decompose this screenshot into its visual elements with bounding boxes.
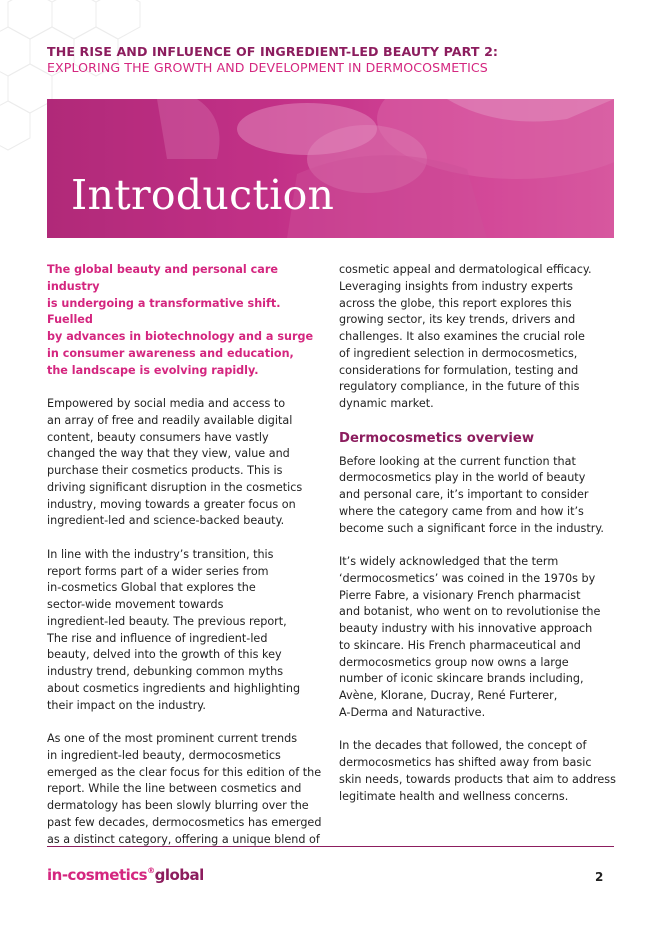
body-paragraph: In the decades that followed, the concept of dermocosmetics has shifted away from basic skin needs, towards products that aim to address legitimate health and wellness concerns.: [339, 739, 616, 803]
report-title: THE RISE AND INFLUENCE OF INGREDIENT-LED BEAUTY PART 2:: [47, 44, 499, 59]
page-number: 2: [595, 870, 604, 884]
body-paragraph: cosmetic appeal and dermatological efficacy. Leveraging insights from industry experts across the globe, this report explores this growing sector, its key trends, drivers and challenges. It also examines the crucial role of ingredient selection in dermocosmetics, considerations for formulation, testing and regulatory compliance, in the future of this dynamic market.: [339, 263, 592, 410]
right-column: [339, 262, 619, 822]
hero-banner: [47, 99, 614, 238]
body-paragraph: In line with the industry’s transition, this report forms part of a wider series from in-cosmetics Global that explores the sector-wide movement towards ingredient-led beauty. The previous report, The rise and influence of ingredient-led beauty, delved into the growth of this key industry trend, debunking common myths about cosmetics ingredients and highlighting their impact on the industry.: [47, 547, 301, 712]
report-subtitle: EXPLORING THE GROWTH AND DEVELOPMENT IN DERMOCOSMETICS: [47, 60, 488, 75]
logo-text-part2: global: [154, 866, 204, 884]
body-paragraph: It’s widely acknowledged that the term ‘dermocosmetics’ was coined in the 1970s by Pierre Fabre, a visionary French pharmacist and botanist, who went on to revolutionise the beauty industry with his innovative approach to skincare. His French pharmaceutical and dermocosmetics group now owns a large number of iconic skincare brands including, Avène, Klorane, Ducray, René Furterer, A-Derma and Naturactive.: [339, 555, 601, 719]
logo-registered-mark: ®: [147, 866, 155, 875]
footer-divider: [47, 846, 614, 847]
body-paragraph: Before looking at the current function that dermocosmetics play in the world of beauty and personal care, it’s important to consider where the category came from and how it’s become such a significant force in the industry.: [339, 454, 604, 535]
body-paragraph: As one of the most prominent current trends in ingredient-led beauty, dermocosmetics emerged as the clear focus for this edition of the report. While the line between cosmetics and dermatology has been slowly blurring over the past few decades, dermocosmetics has emerged as a distinct category, offering a unique blend of: [47, 732, 322, 846]
section-title: Introduction: [71, 171, 335, 219]
report-header: [47, 44, 627, 76]
lead-paragraph: The global beauty and personal care industry is undergoing a transformative shift. Fuelled by advances in biotechnology and a surge in consumer awareness and education, the landscape is evolving rapidly.: [47, 263, 314, 377]
logo-text-part1: in-cosmetics: [47, 866, 148, 884]
left-column: [47, 262, 325, 865]
in-cosmetics-global-logo: [47, 866, 204, 884]
body-paragraph: Empowered by social media and access to an array of free and readily available digital content, beauty consumers have vastly changed the way that they view, value and purchase their cosmetics products. This is driving significant disruption in the cosmetics industry, moving towards a greater focus on ingredient-led and science-backed beauty.: [47, 397, 303, 528]
subheading-dermocosmetics-overview: Dermocosmetics overview: [339, 430, 535, 446]
